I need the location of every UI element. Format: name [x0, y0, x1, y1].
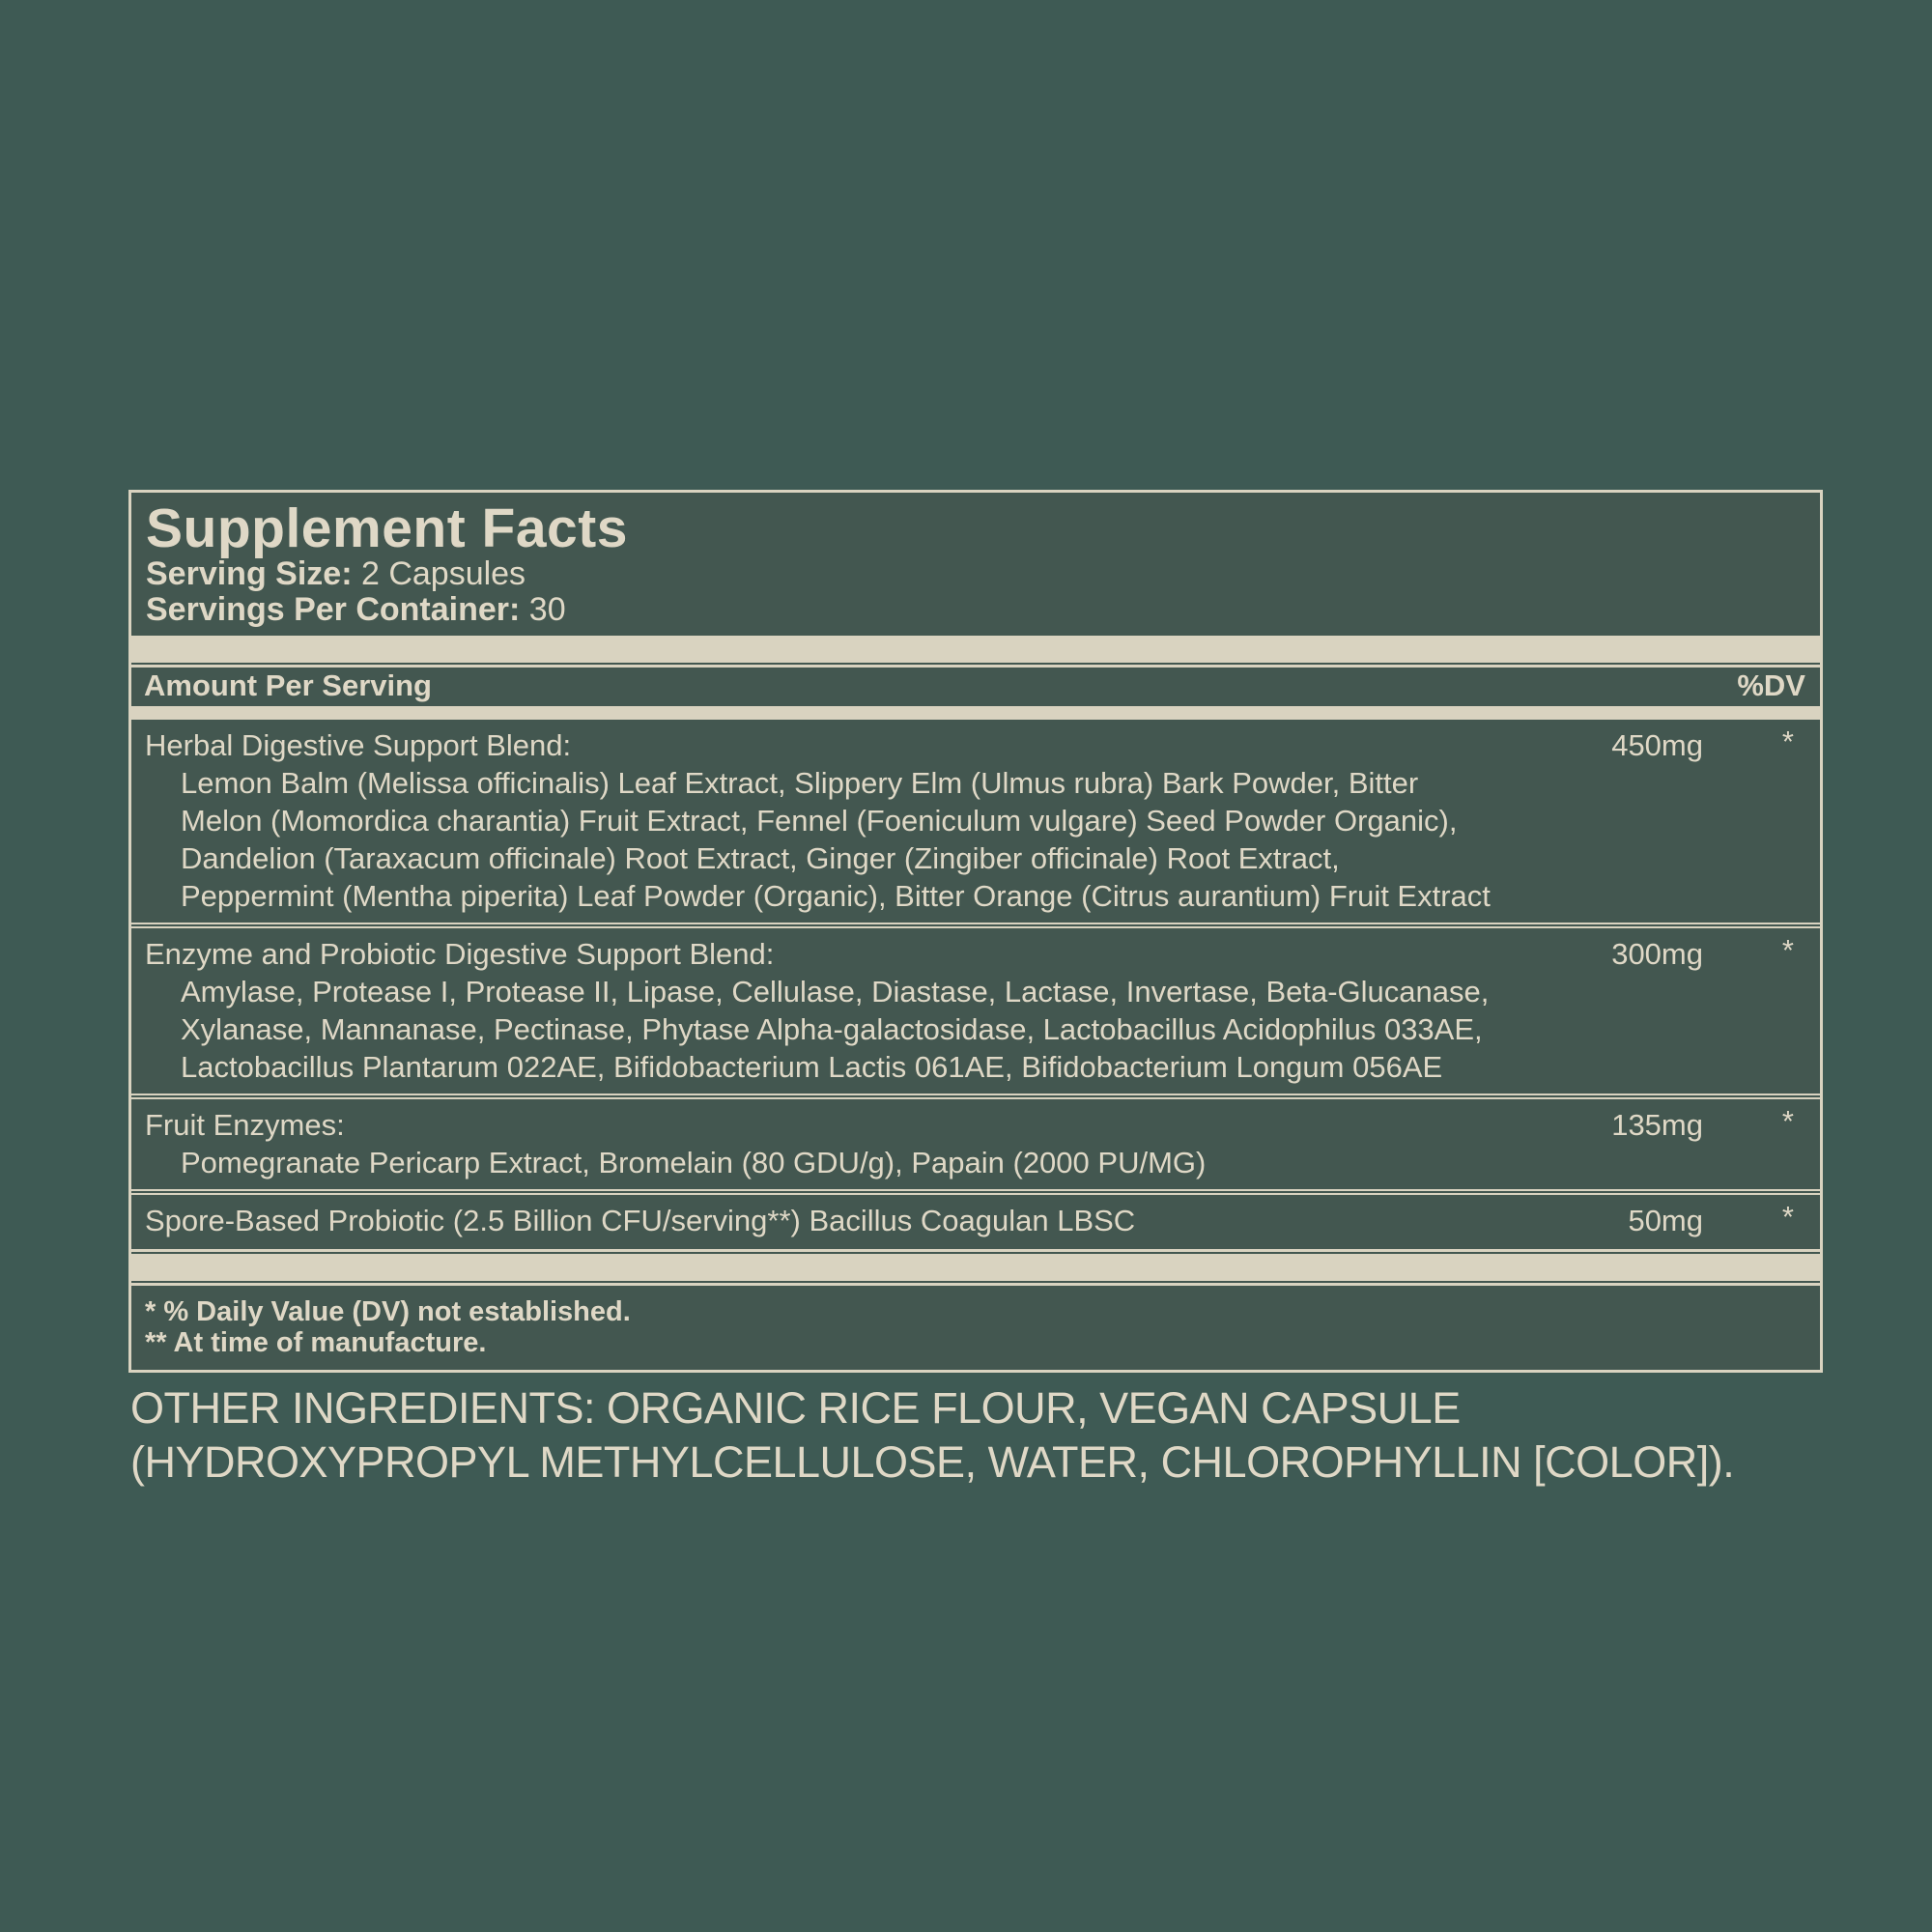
ingredient-dv: * [1781, 1104, 1794, 1138]
servings-per-container-value: 30 [520, 591, 566, 628]
detail-line: Dandelion (Taraxacum officinale) Root Extract, Ginger (Zingiber officinale) Root Extract, [181, 841, 1340, 875]
serving-size-label: Serving Size: [146, 555, 353, 592]
detail-line: Lemon Balm (Melissa officinalis) Leaf Extract, Slippery Elm (Ulmus rubra) Bark Powder, Bitter [181, 766, 1419, 800]
footnote-dv: * % Daily Value (DV) not established. [145, 1296, 631, 1327]
ingredient-name: Fruit Enzymes: [145, 1108, 345, 1142]
detail-line: Melon (Momordica charantia) Fruit Extract, Fennel (Foeniculum vulgare) Seed Powder Organic), [181, 804, 1458, 838]
table-row [131, 923, 1820, 1094]
dv-header: %DV [1737, 668, 1805, 702]
divider-rule [131, 1249, 1820, 1252]
ingredient-details [145, 764, 1806, 915]
other-ingredients-text: OTHER INGREDIENTS: ORGANIC RICE FLOUR, VEGAN CAPSULE (HYDROXYPROPYL METHYLCELLULOSE, WATER, CHLOROPHYLLIN [COLOR]). [130, 1383, 1735, 1487]
servings-per-container-label: Servings Per Container: [146, 591, 521, 628]
ingredient-name: Spore-Based Probiotic (2.5 Billion CFU/serving**) Bacillus Coagulan LBSC [145, 1204, 1136, 1237]
detail-line: Lactobacillus Plantarum 022AE, Bifidobacterium Lactis 061AE, Bifidobacterium Longum 056AE [181, 1050, 1443, 1084]
footnote-manufacture: ** At time of manufacture. [145, 1327, 487, 1358]
amount-per-serving-header: Amount Per Serving [144, 668, 432, 702]
column-header-row [131, 668, 1820, 704]
servings-per-container-line [146, 592, 1806, 628]
ingredient-dv: * [1781, 1200, 1794, 1234]
ingredient-amount: 300mg [1611, 937, 1703, 971]
divider-band-bottom [131, 1254, 1820, 1281]
detail-line: Amylase, Protease I, Protease II, Lipase, Cellulase, Diastase, Lactase, Invertase, Beta-Glucanase, [181, 975, 1490, 1009]
serving-size-line [146, 556, 1806, 592]
ingredient-name: Enzyme and Probiotic Digestive Support Blend: [145, 937, 775, 971]
footnotes [131, 1286, 1820, 1370]
detail-line: Xylanase, Mannanase, Pectinase, Phytase Alpha-galactosidase, Lactobacillus Acidophilus 033AE, [181, 1012, 1483, 1046]
table-row [131, 1189, 1820, 1247]
ingredient-details [145, 1144, 1806, 1181]
table-row [131, 720, 1820, 923]
ingredient-amount: 50mg [1628, 1204, 1703, 1237]
detail-line: Peppermint (Mentha piperita) Leaf Powder (Organic), Bitter Orange (Citrus aurantium) Fruit Extract [181, 879, 1491, 913]
supplement-facts-panel [128, 490, 1823, 1373]
panel-title: Supplement Facts [146, 497, 628, 559]
ingredient-name: Herbal Digestive Support Blend: [145, 728, 572, 762]
ingredient-details [145, 973, 1806, 1086]
ingredient-dv: * [1781, 933, 1794, 967]
ingredient-rows [131, 720, 1820, 1247]
ingredient-amount: 135mg [1611, 1108, 1703, 1142]
detail-line: Pomegranate Pericarp Extract, Bromelain (80 GDU/g), Papain (2000 PU/MG) [181, 1146, 1207, 1179]
table-row [131, 1094, 1820, 1189]
divider-band-top [131, 636, 1820, 663]
ingredient-dv: * [1781, 724, 1794, 758]
divider-band-under-header [131, 706, 1820, 720]
panel-header [131, 493, 1820, 636]
ingredient-amount: 450mg [1611, 728, 1703, 762]
serving-size-value: 2 Capsules [352, 555, 526, 592]
